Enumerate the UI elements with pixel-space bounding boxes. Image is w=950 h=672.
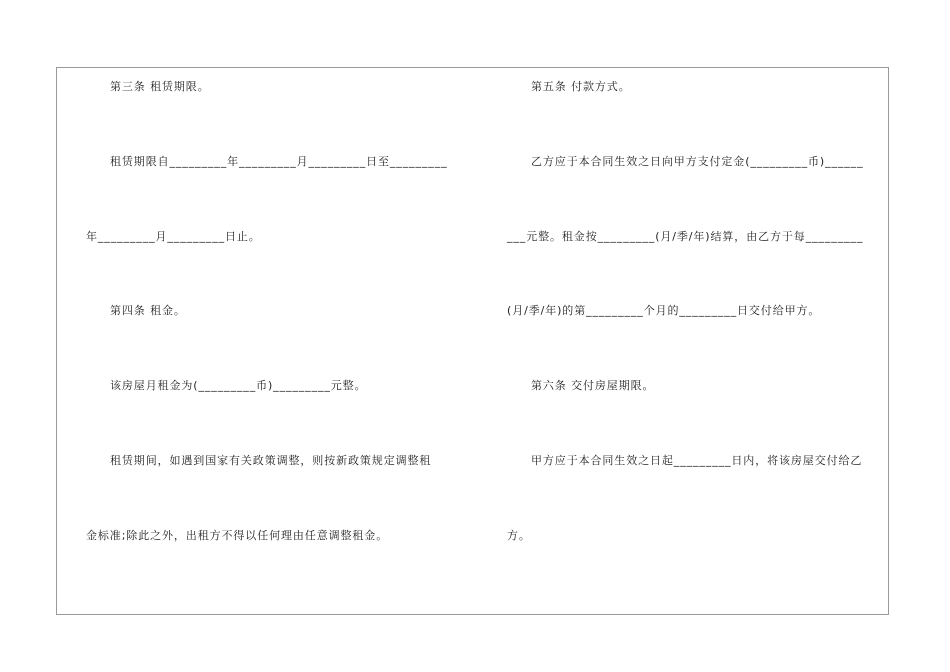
rent-adjustment-line-1: 租赁期间，如遇到国家有关政策调整，则按新政策规定调整租	[110, 454, 432, 467]
rent-adjustment-line-2: 金标准;除此之外，出租方不得以任何理由任意调整租金。	[86, 529, 389, 542]
rent-amount-line: 该房屋月租金为(_________币)_________元整。	[110, 379, 367, 392]
payment-line-1: 乙方应于本合同生效之日向甲方支付定金(_________币)______	[531, 155, 864, 168]
article-5-heading: 第五条 付款方式。	[531, 80, 631, 93]
lease-term-line-2: 年_________月_________日止。	[86, 230, 261, 243]
payment-line-3: (月/季/年)的第_________个月的_________日交付给甲方。	[507, 304, 821, 317]
payment-line-2: ___元整。租金按_________(月/季/年)结算，由乙方于每_________	[507, 230, 864, 243]
lease-term-line-1: 租赁期限自_________年_________月_________日至_________	[110, 155, 448, 168]
article-4-heading: 第四条 租金。	[110, 304, 186, 317]
delivery-line-2: 方。	[507, 529, 531, 542]
article-6-heading: 第六条 交付房屋期限。	[531, 379, 655, 392]
delivery-line-1: 甲方应于本合同生效之日起_________日内，将该房屋交付给乙	[531, 454, 863, 467]
article-3-heading: 第三条 租赁期限。	[110, 80, 210, 93]
